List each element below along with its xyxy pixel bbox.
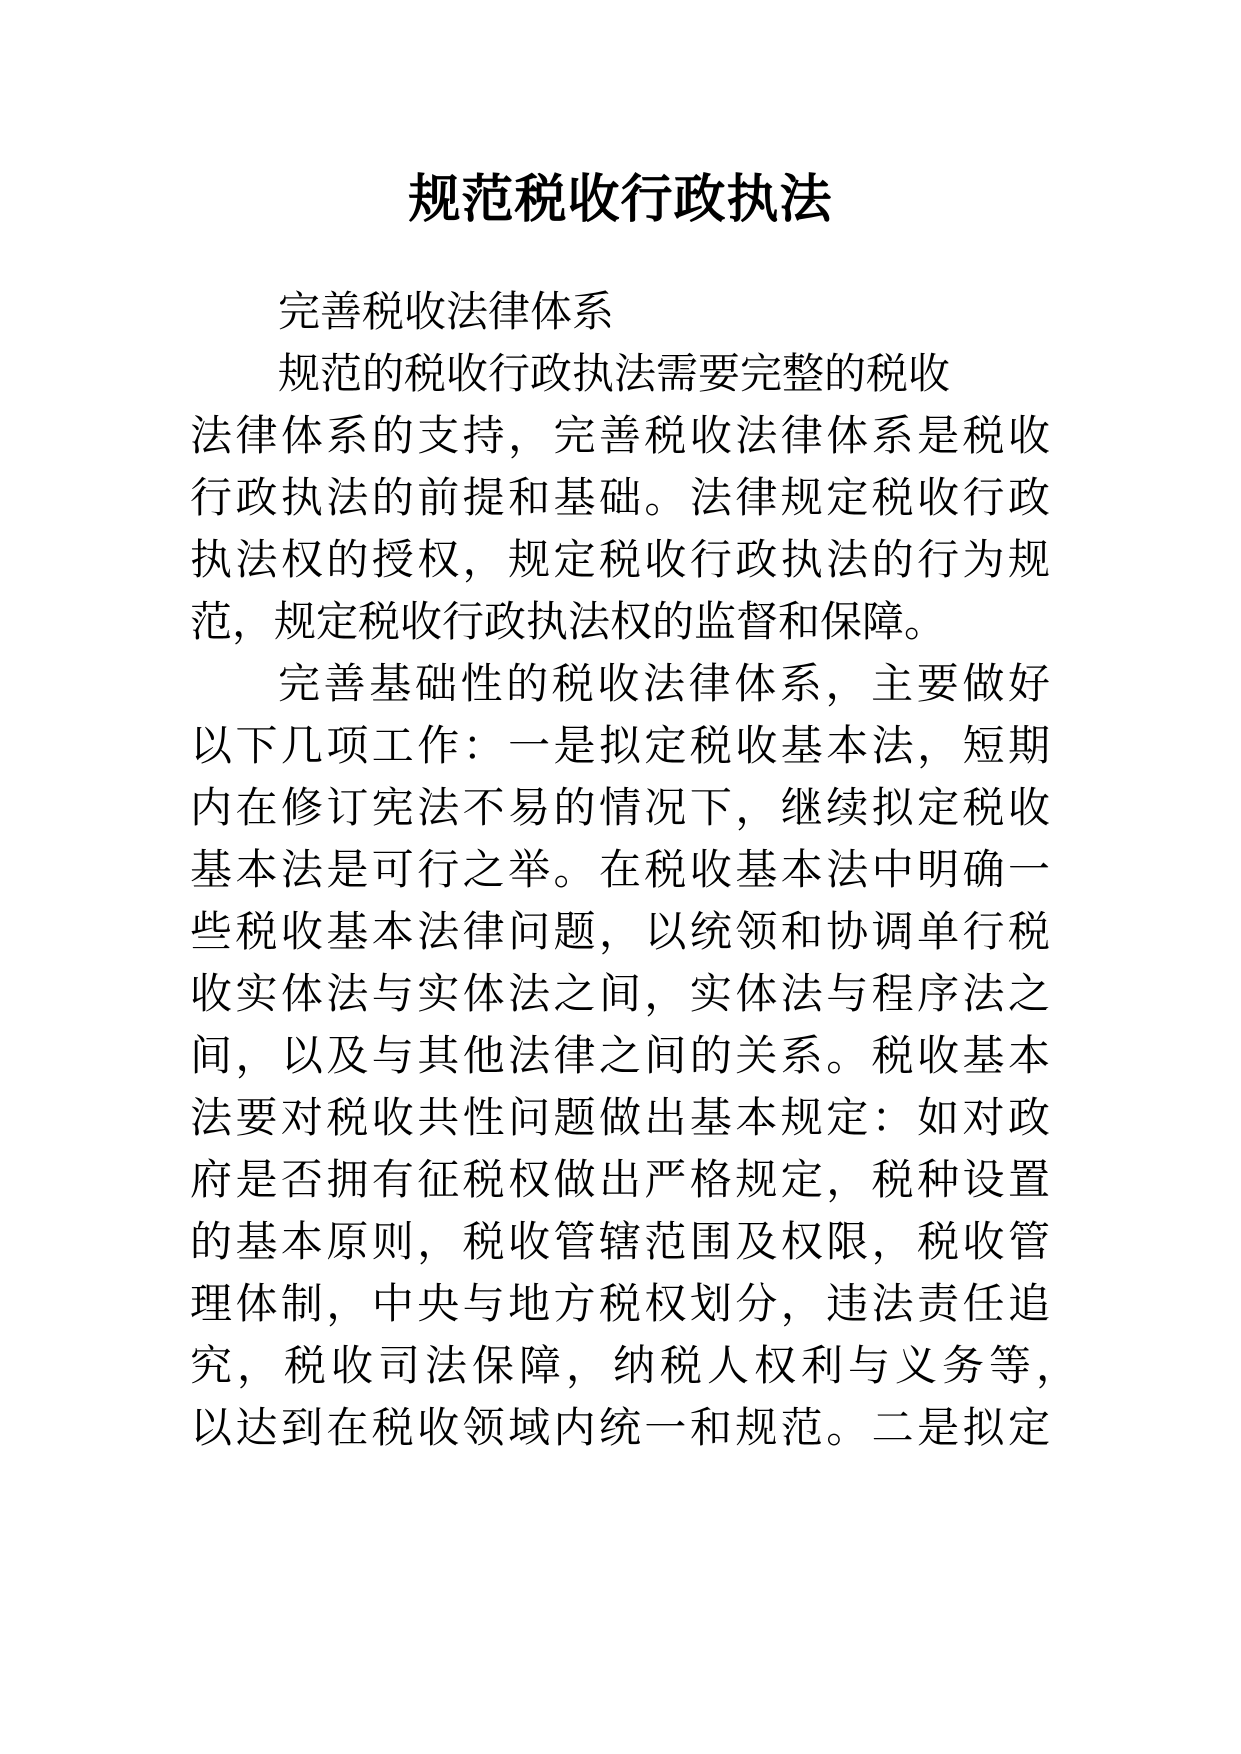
document-title: 规范税收行政执法 [408,169,833,230]
text-line: 法要对税收共性问题做出基本规定：如对政 [190,1093,1050,1142]
text-line: 以下几项工作：一是拟定税收基本法，短期 [190,721,1050,770]
text-line: 府是否拥有征税权做出严格规定，税种设置 [190,1155,1050,1204]
text-line: 法律体系的支持，完善税收法律体系是税收 [190,411,1050,460]
text-line: 执法权的授权，规定税收行政执法的行为规 [190,535,1050,584]
text-line: 的基本原则，税收管辖范围及权限，税收管 [190,1217,1050,1266]
text-line: 理体制，中央与地方税权划分，违法责任追 [190,1279,1050,1328]
text-line: 究，税收司法保障，纳税人权利与义务等， [190,1341,1078,1390]
text-line: 些税收基本法律问题，以统领和协调单行税 [190,907,1050,956]
text-line: 范，规定税收行政执法权的监督和保障。 [190,597,947,646]
text-line: 间，以及与其他法律之间的关系。税收基本 [190,1031,1050,1080]
section-heading: 完善税收法律体系 [278,287,615,336]
text-line: 规范的税收行政执法需要完整的税收 [278,349,951,398]
text-line: 完善基础性的税收法律体系，主要做好 [278,659,1050,708]
text-line: 收实体法与实体法之间，实体法与程序法之 [190,969,1050,1018]
text-line: 以达到在税收领域内统一和规范。二是拟定 [190,1403,1050,1452]
text-line: 行政执法的前提和基础。法律规定税收行政 [190,473,1050,522]
text-line: 内在修订宪法不易的情况下，继续拟定税收 [190,783,1050,832]
text-line: 基本法是可行之举。在税收基本法中明确一 [190,845,1050,894]
